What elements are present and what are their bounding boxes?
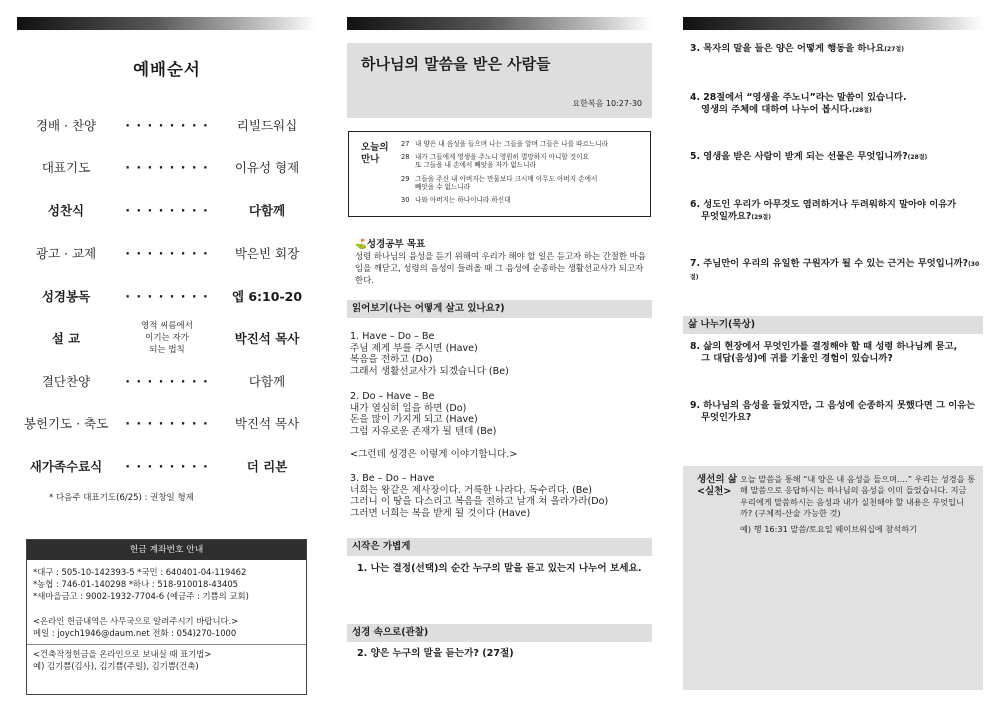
question-6 bbox=[690, 199, 980, 224]
reading-line: 그럼 자유로운 존재가 될 텐데 (Be) bbox=[350, 425, 497, 437]
reading-line: 2. Do – Have – Be bbox=[350, 391, 435, 402]
worship-item-name: 새가족수료식 bbox=[29, 459, 103, 474]
reading-section-header: 읽어보기(나는 어떻게 살고 있나요?) bbox=[347, 300, 652, 318]
worship-item-leader: 박은빈 회장 bbox=[234, 246, 300, 261]
worship-order-row bbox=[17, 364, 317, 398]
reading-line: 그러니 이 땅을 다스리고 복음을 전하고 날개 쳐 올라가라(Do) bbox=[350, 496, 609, 508]
verse-number: 29 bbox=[401, 174, 410, 183]
question-6-ref: (29절) bbox=[751, 213, 771, 221]
reading-line: 너희는 왕같은 제사장이다. 거룩한 나라다. 독수리다. (Be) bbox=[350, 484, 593, 496]
worship-order-row bbox=[17, 150, 317, 184]
mid-top-gradient-bar bbox=[347, 17, 652, 30]
practice-label bbox=[697, 474, 737, 498]
offering-header: 헌금 계좌번호 안내 bbox=[27, 540, 306, 560]
worship-order-title: 예배순서 bbox=[133, 60, 201, 79]
sermon-title-box bbox=[347, 43, 652, 118]
dotted-leader: · · · · · · · · bbox=[125, 202, 209, 218]
worship-item-leader: 박진석 목사 bbox=[234, 331, 300, 346]
todays-manna-label-line: 만나 bbox=[361, 154, 380, 165]
worship-order-row bbox=[17, 449, 317, 483]
study-goal-text: 성령 하나님의 음성을 듣기 위해여 우리가 해야 할 일은 듣고자 하는 간절한 마음임을 깨닫고, 성령의 음성이 들려올 때 그 음성에 순종하는 생활선교사가 되고자 한다. bbox=[355, 251, 646, 285]
practice-label-line: <실천> bbox=[697, 486, 732, 497]
worship-item-leader: 다함께 bbox=[248, 203, 286, 218]
question-4-line-1: 4. 28절에서 “영생을 주노니”라는 말씀이 있습니다. bbox=[690, 92, 907, 103]
worship-item-name: 경배 · 찬양 bbox=[35, 118, 97, 133]
question-3-ref: (27절) bbox=[884, 46, 904, 53]
dotted-leader: · · · · · · · · bbox=[125, 373, 209, 389]
account-line: *농협 : 746-01-140298 *하나 : 518-910018-43405 bbox=[33, 579, 238, 590]
bible-study-panel bbox=[347, 0, 652, 707]
verse-text: 그들을 주신 내 아버지는 만물보다 크시매 아무도 아버지 손에서 bbox=[415, 174, 598, 183]
worship-item-name: 성경봉독 bbox=[41, 289, 91, 304]
worship-item-name: 광고 · 교제 bbox=[35, 246, 97, 261]
verse-number: 27 bbox=[401, 140, 410, 148]
question-9-line-2: 무엇인가요? bbox=[701, 411, 752, 423]
study-goal-heading bbox=[355, 236, 425, 250]
verse-number: 30 bbox=[401, 196, 410, 205]
dotted-leader: · · · · · · · · bbox=[125, 458, 209, 474]
question-7-ref: (30절) bbox=[690, 261, 980, 281]
dotted-leader: · · · · · · · · bbox=[125, 117, 209, 133]
verse-text: 또 그들을 내 손에서 빼앗을 자가 없느니라 bbox=[415, 161, 536, 170]
verse bbox=[401, 153, 646, 169]
question-5-ref: (28절) bbox=[907, 154, 928, 161]
worship-item-name: 설 교 bbox=[51, 331, 81, 346]
next-prayer-note: * 다음주 대표기도(6/25) : 권창일 형제 bbox=[49, 493, 194, 503]
reading-line: 1. Have – Do – Be bbox=[350, 331, 435, 342]
question-9-line-1: 9. 하나님의 음성을 들었지만, 그 음성에 순종하지 못했다면 그 이유는 bbox=[690, 400, 976, 411]
life-sharing-header: 삶 나누기(묵상) bbox=[683, 316, 983, 334]
reading-line: 주님 제게 부를 주시면 (Have) bbox=[350, 342, 478, 354]
reading-block-1 bbox=[350, 331, 650, 377]
worship-order-row bbox=[17, 236, 317, 270]
dotted-leader: · · · · · · · · bbox=[125, 288, 209, 304]
question-6-line-1: 6. 성도인 우리가 아무것도 염려하거나 두려워하지 말아야 이유가 bbox=[690, 199, 957, 210]
online-line: 메일 : joych1946@daum.net 전화 : 054)270-1000 bbox=[33, 627, 237, 638]
study-goal-title: 성경공부 목표 bbox=[366, 239, 426, 250]
verse-number: 28 bbox=[401, 153, 410, 162]
worship-order-row bbox=[17, 108, 317, 142]
dotted-leader: · · · · · · · · bbox=[125, 245, 209, 261]
flag-icon: ⛳ bbox=[355, 239, 367, 250]
todays-manna-label bbox=[361, 142, 389, 166]
practice-box bbox=[683, 466, 983, 690]
question-2: 2. 양은 누구의 말을 듣는가? (27절) bbox=[357, 648, 514, 659]
question-7-text: 7. 주님만이 우리의 유일한 구원자가 될 수 있는 근거는 무엇입니까? bbox=[690, 258, 969, 269]
verse bbox=[401, 175, 646, 191]
verse-text: 빼앗을 수 없느니라 bbox=[415, 182, 471, 191]
verse bbox=[401, 140, 646, 148]
question-4-line-2 bbox=[690, 104, 980, 117]
question-3 bbox=[690, 43, 980, 56]
question-6-text: 무엇일까요? bbox=[701, 210, 752, 222]
reading-block-3 bbox=[350, 449, 650, 461]
reading-line: 돈을 많이 가지게 되고 (Have) bbox=[350, 414, 478, 426]
verse-text: 내 양은 내 음성을 들으며 나는 그들을 알며 그들은 나를 따르느니라 bbox=[415, 140, 608, 148]
question-4 bbox=[690, 92, 980, 117]
practice-label-line: 생선의 삶 bbox=[697, 474, 738, 485]
question-7 bbox=[690, 258, 980, 284]
worship-item-leader: 엡 6:10-20 bbox=[231, 289, 303, 304]
reading-line: 그래서 생활선교사가 되겠습니다 (Be) bbox=[350, 365, 509, 377]
verse-list bbox=[401, 140, 646, 209]
question-9 bbox=[690, 400, 980, 424]
worship-order-row bbox=[17, 406, 317, 440]
verse-text: 나와 아버지는 하나이니라 하신대 bbox=[415, 196, 511, 205]
offering-accounts bbox=[27, 560, 306, 603]
left-top-gradient-bar bbox=[17, 17, 317, 30]
worship-item-leader: 더 리본 bbox=[246, 459, 288, 474]
todays-manna-label-line: 오늘의 bbox=[361, 142, 389, 153]
question-1: 1. 나는 결정(선택)의 순간 누구의 말을 듣고 있는지 나누어 보세요. bbox=[357, 563, 642, 574]
worship-item-name: 성찬식 bbox=[47, 203, 85, 218]
worship-item-leader: 다함께 bbox=[248, 374, 286, 389]
todays-manna-box bbox=[348, 131, 651, 217]
reading-block-4 bbox=[350, 473, 650, 519]
reading-block-2 bbox=[350, 391, 650, 437]
worship-item-leader: 리빌드워십 bbox=[236, 118, 298, 133]
sermon-title-line: 되는 법칙 bbox=[149, 345, 185, 355]
worship-order-row bbox=[17, 279, 317, 313]
question-8-line-2: 그 대답(음성)에 귀를 기울인 경험이 있습니까? bbox=[701, 352, 893, 364]
sermon-title-note bbox=[119, 320, 215, 356]
worship-item-leader: 박진석 목사 bbox=[234, 416, 300, 431]
sermon-title: 하나님의 말씀을 받은 사람들 bbox=[361, 55, 551, 73]
practice-body: 오늘 말씀을 통해 “내 양은 내 음성을 들으며….” 우리는 성경을 통해 말씀으로 응답하시는 하나님의 음성을 이미 들었습니다. 지금 우리에게 말씀하시는 음성과 내가 실천해야 할 내용은 무엇입니까? (구체적-산술 가능한 것) bbox=[740, 474, 976, 519]
sermon-title-line: 이기는 자가 bbox=[145, 333, 189, 343]
dotted-leader: · · · · · · · · bbox=[125, 159, 209, 175]
worship-item-leader: 이유성 형제 bbox=[234, 160, 300, 175]
right-top-gradient-bar bbox=[683, 17, 983, 30]
dotted-leader: · · · · · · · · bbox=[125, 415, 209, 431]
sermon-title-line: 영적 씨름에서 bbox=[141, 321, 193, 331]
question-6-line-2 bbox=[690, 211, 980, 224]
offering-account-box bbox=[26, 539, 307, 695]
start-section-header: 시작은 가볍게 bbox=[347, 538, 652, 556]
worship-item-name: 결단찬양 bbox=[41, 374, 91, 389]
worship-item-name: 봉헌기도 · 축도 bbox=[23, 416, 109, 431]
question-4-ref: (28절) bbox=[852, 106, 872, 114]
question-8 bbox=[690, 341, 980, 365]
building-offering-notice bbox=[27, 645, 306, 672]
reading-line: 그러면 너희는 복을 받게 될 것이다 (Have) bbox=[350, 507, 531, 519]
worship-order-row bbox=[17, 193, 317, 227]
offering-online-notice bbox=[27, 603, 306, 639]
practice-example: 예) 행 16:31 말씀/토요일 웨이브워십에 참석하기 bbox=[740, 523, 918, 534]
verse-text: 내가 그들에게 영생을 주노니 영원히 멸망하지 아니할 것이요 bbox=[415, 153, 589, 162]
worship-item-name: 대표기도 bbox=[41, 160, 91, 175]
deep-section-header: 성경 속으로(관찰) bbox=[347, 624, 652, 642]
practice-text bbox=[740, 474, 976, 535]
question-4-text: 영생의 주체에 대하여 나누어 봅시다. bbox=[701, 103, 853, 115]
question-5-text: 5. 영생을 받은 사람이 받게 되는 선물은 무엇입니까? bbox=[690, 151, 908, 162]
building-line: <건축작정헌금을 온라인으로 보내실 때 표기법> bbox=[33, 649, 212, 660]
question-8-line-1: 8. 삶의 현장에서 무엇인가를 결정해야 할 때 성령 하나님께 묻고, bbox=[690, 341, 958, 352]
account-line: *새마을금고 : 9002-1932-7704-6 (예금주 : 기쁨의 교회) bbox=[33, 591, 249, 602]
scripture-reference: 요한복음 10:27-30 bbox=[572, 99, 642, 108]
online-line: <온라인 헌금내역은 사무국으로 알려주시기 바랍니다.> bbox=[33, 615, 239, 626]
reading-line: 내가 열심히 일을 하면 (Do) bbox=[350, 402, 467, 414]
building-line: 예) 김기쁨(김사), 김기쁨(주일), 김기쁨(건축) bbox=[33, 661, 199, 672]
worship-order-row bbox=[17, 321, 317, 355]
order-of-worship-panel bbox=[17, 0, 317, 707]
reading-line: <그런데 성경은 이렇게 이야기합니다.> bbox=[350, 449, 518, 460]
questions-panel bbox=[683, 0, 983, 707]
reading-line: 복음을 전하고 (Do) bbox=[350, 354, 433, 366]
verse bbox=[401, 196, 646, 204]
question-3-text: 3. 목자의 말을 들은 양은 어떻게 행동을 하나요 bbox=[690, 43, 885, 54]
reading-line: 3. Be – Do – Have bbox=[350, 473, 435, 484]
account-line: *대구 : 505-10-142393-5 *국민 : 640401-04-119462 bbox=[33, 567, 247, 577]
question-5 bbox=[690, 151, 980, 164]
